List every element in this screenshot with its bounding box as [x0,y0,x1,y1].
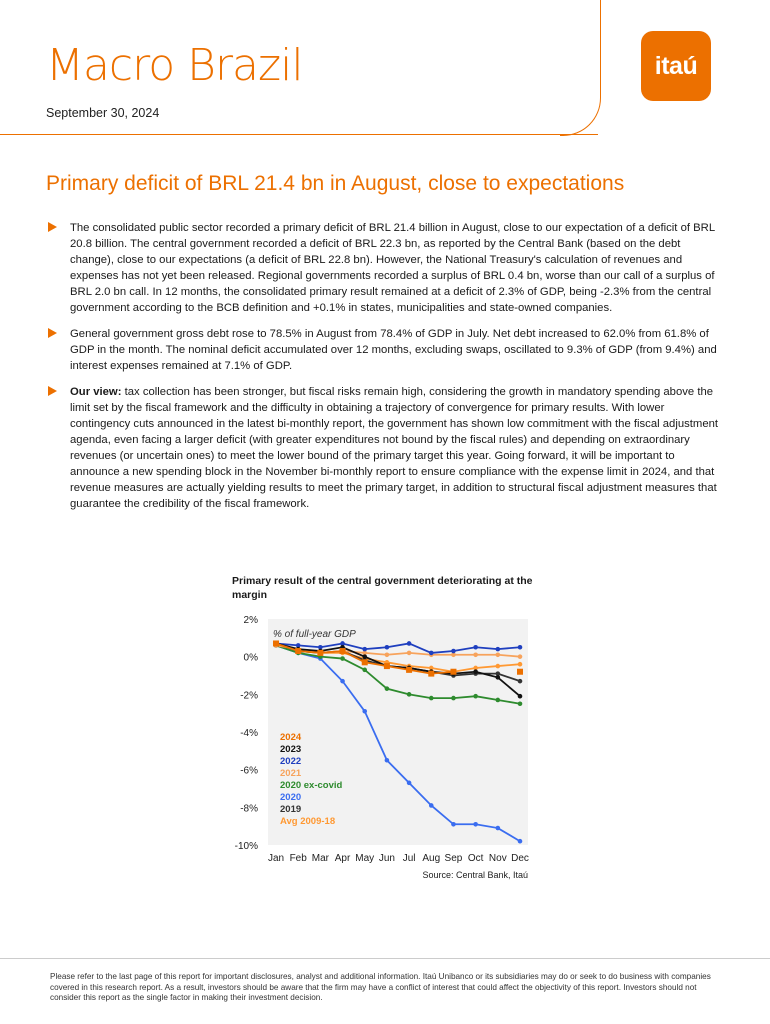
data-point [473,694,478,699]
data-point [362,709,367,714]
y-tick-label: 0% [243,652,258,664]
x-tick-label: Sep [444,853,463,864]
data-point [451,696,456,701]
x-tick-label: Jul [402,853,416,864]
data-point [518,679,523,684]
data-point [496,652,501,657]
x-tick-label: Nov [488,853,507,864]
data-point [340,648,346,654]
x-tick-label: Apr [334,853,351,864]
bullet-text: tax collection has been stronger, but fiscal risks remain high, considering the growth in mandatory spending above the limit set by the fiscal framework and the difficulty in obtaining a trajectory of convergence for primary results. With lower contingency cuts announced in the latest bi-monthly report, the government has shown low commitment with the fiscal adjustment agenda, even facing a larger deficit (with greater expenditures not bound by the fiscal rules) and depending on extraordinary revenues (or uncertain ones) to meet the lower bound of the primary target this year. Going forward, it will be important to announce a new spending block in the November bi-monthly report to ensure compliance with the expense limit in 2024, and that revenue measures are actually yielding results to meet the primary target, in addition to structural fiscal adjustment measures that guarantee the credibility of the fiscal framework. [70,386,719,510]
data-point [496,664,501,669]
data-point [473,652,478,657]
itau-logo: itaú [641,31,711,101]
data-point [518,645,523,650]
bullet-item [48,326,723,374]
x-tick-label: Oct [467,853,484,864]
data-point [407,781,412,786]
data-point [428,671,434,677]
data-point [407,692,412,697]
x-tick-label: May [355,853,375,864]
data-point [362,659,368,665]
data-point [385,686,390,691]
headline: Primary deficit of BRL 21.4 bn in August, close to expectations [46,172,625,195]
data-point [496,698,501,703]
data-point [295,648,301,654]
data-point [473,669,478,674]
legend-entry: 2020 [280,792,302,803]
data-point [518,654,523,659]
plot-area [268,619,528,845]
data-point [362,654,367,659]
legend-entry: 2021 [280,768,302,779]
chart-source: Source: Central Bank, Itaú [422,870,528,880]
header-divider [0,134,598,135]
data-point [407,641,412,646]
x-tick-label: Jan [267,853,285,864]
data-point [340,656,345,661]
bullet-text: General government gross debt rose to 78.5% in August from 78.4% of GDP in July. Net debt increased to 62.0% from 61.8% of GDP in the month. The nominal deficit accumulated over 12 months, excluding swaps, oscillated to 9.3% of GDP (from 9.4%) and interest expenses remained at 7.1% of GDP. [70,328,717,372]
legend-entry: 2023 [280,744,302,755]
data-point [407,651,412,656]
x-tick-label: Jun [378,853,395,864]
data-point [273,640,279,646]
data-point [451,649,456,654]
data-point [384,663,390,669]
data-point [451,822,456,827]
x-tick-label: Mar [311,853,329,864]
data-point [496,826,501,831]
bullet-arrow-icon [48,328,57,338]
data-point [406,667,412,673]
y-tick-label: 2% [243,615,258,626]
y-tick-label: -10% [234,841,258,852]
report-title: Macro Brazil [46,40,303,91]
data-point [496,675,501,680]
data-point [429,651,434,656]
bullet-list [48,220,723,522]
y-tick-label: -4% [240,728,258,739]
data-point [317,650,323,656]
bullet-lead: Our view: [70,386,122,398]
bullet-arrow-icon [48,222,57,232]
data-point [496,647,501,652]
data-point [518,662,523,667]
bullet-arrow-icon [48,386,57,396]
data-point [429,696,434,701]
data-point [517,669,523,675]
axis-annotation: % of full-year GDP [273,629,356,640]
chart-title: Primary result of the central government deteriorating at the margin [232,575,533,601]
data-point [518,694,523,699]
legend-entry: 2019 [280,804,302,815]
data-point [473,645,478,650]
data-point [473,822,478,827]
line-chart [228,605,548,885]
data-point [518,701,523,706]
data-point [450,669,456,675]
x-tick-label: Dec [511,853,529,864]
legend-entry: 2022 [280,756,302,767]
disclaimer: Please refer to the last page of this report for important disclosures, analyst and additional information. Itaú Unibanco or its subsidiaries may do or seek to do business with companies covered in this research report. As a result, investors should be aware that the firm may have a conflict of interest that could affect the objectivity of this report. Investors should not consider this report as the single factor in making their investment decision. [50,972,711,1002]
data-point [385,645,390,650]
x-tick-label: Feb [289,853,307,864]
legend-entry: 2024 [280,732,302,743]
legend-entry: 2020 ex-covid [280,780,343,791]
x-tick-label: Aug [422,853,441,864]
data-point [385,652,390,657]
data-point [429,803,434,808]
data-point [362,668,367,673]
y-tick-label: -8% [240,803,258,815]
bullet-item [48,384,723,512]
legend-entry: Avg 2009-18 [280,816,336,827]
header-divider-curve [560,0,601,136]
y-tick-label: -6% [240,765,258,777]
data-point [340,679,345,684]
data-point [518,839,523,844]
report-date: September 30, 2024 [46,106,160,120]
y-tick-label: -2% [240,690,258,702]
bullet-text: The consolidated public sector recorded a primary deficit of BRL 21.4 billion in August, close to our expectation of a deficit of BRL 20.8 billion. The central government recorded a deficit of BRL 22.3 bn, as reported by the Central Bank (based on the debt change), close to our expectations (a deficit of BRL 22.8 bn). However, the National Treasury's calculation of revenues and expenses has not yet been released. Regional governments recorded a surplus of BRL 0.4 bn, worse than our call of a surplus of BRL 2.0 bn call. In 12 months, the consolidated primary result remained at a deficit of 2.3% of GDP, being -2.3% from the central government according to the BCB definition and +0.1% in states, municipalities and state-owned companies. [70,222,715,314]
bullet-item [48,220,723,316]
data-point [385,758,390,763]
footer-divider [0,958,770,959]
data-point [362,647,367,652]
